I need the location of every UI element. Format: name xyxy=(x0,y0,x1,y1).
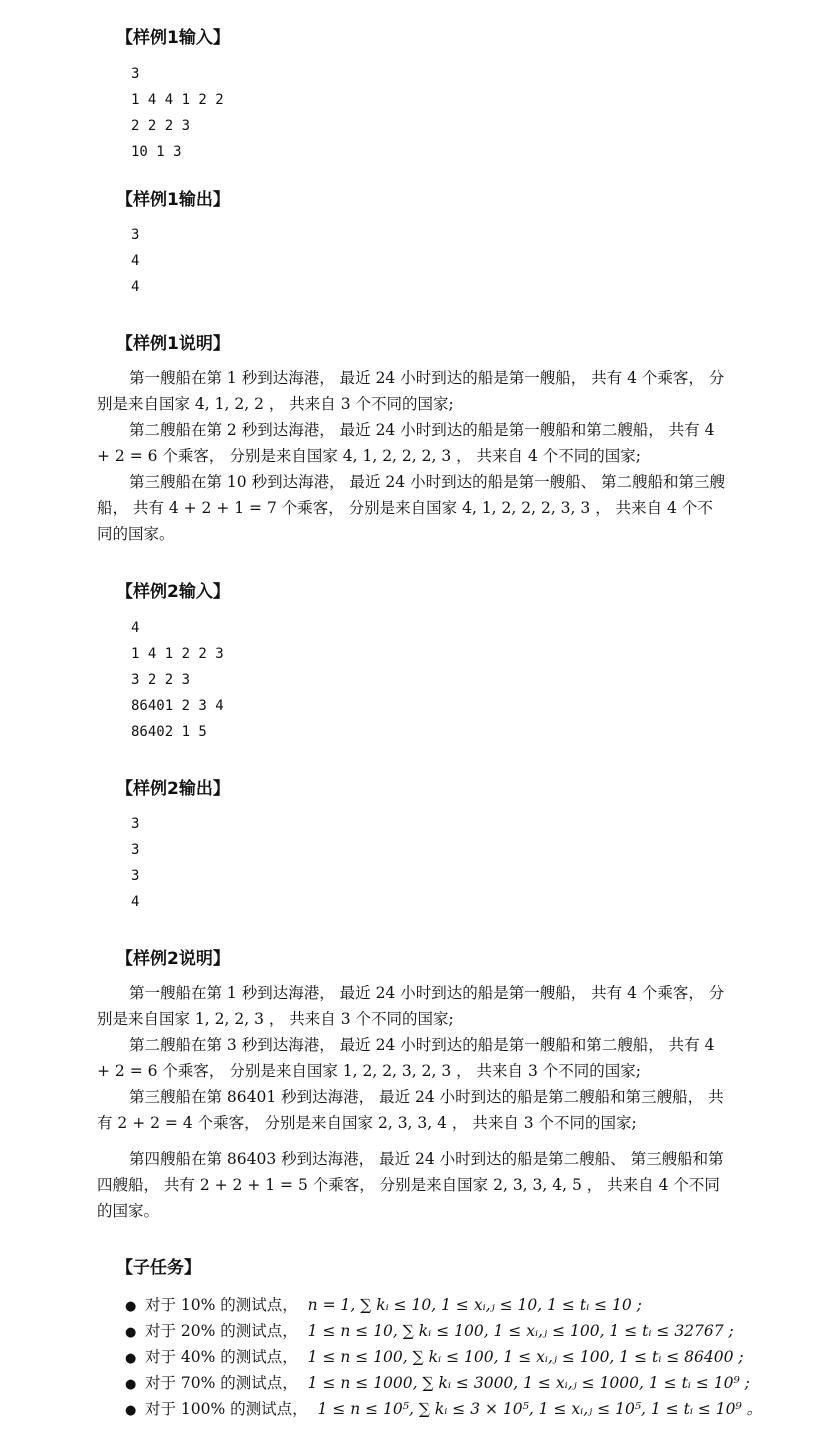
code-line: 4 xyxy=(131,894,140,910)
sample2-input-heading: 【样例2输入】 xyxy=(116,582,230,602)
sample1-explanation xyxy=(97,365,727,547)
code-line: 3 xyxy=(131,868,140,884)
sample2-explanation xyxy=(97,980,727,1136)
subtask-label: 对于 20% 的测试点， xyxy=(145,1322,298,1340)
explanation-paragraph: 第一艘船在第 1 秒到达海港， 最近 24 小时到达的船是第一艘船， 共有 4 个乘客， 分别是来自国家 1, 2, 2, 3 ， 共来自 3 个不同的国家; xyxy=(97,984,725,1028)
explanation-paragraph: 第二艘船在第 2 秒到达海港， 最近 24 小时到达的船是第一艘船和第二艘船， 共有 4 + 2 = 6 个乘客， 分别是来自国家 4, 1, 2, 2, 2, 3 ， 共来自 4 个不同的国家; xyxy=(97,421,715,465)
explanation-paragraph: 第四艘船在第 86403 秒到达海港， 最近 24 小时到达的船是第二艘船、 第三艘船和第四艘船， 共有 2 + 2 + 1 = 5 个乘客， 分别是来自国家 2, 3, 3, 4, 5 ， 共来自 4 个不同的国家。 xyxy=(97,1150,724,1220)
subtask-label: 对于 100% 的测试点， xyxy=(145,1400,308,1418)
subtask-item xyxy=(125,1398,762,1422)
sample2-explanation-last xyxy=(97,1146,727,1224)
code-line: 4 xyxy=(131,620,140,636)
subtask-label: 对于 40% 的测试点， xyxy=(145,1348,298,1366)
subtask-label: 对于 10% 的测试点， xyxy=(145,1296,298,1314)
subtask-constraint: n = 1, ∑ kᵢ ≤ 10, 1 ≤ xᵢ,ⱼ ≤ 10, 1 ≤ tᵢ ≤ 10 ; xyxy=(307,1296,642,1314)
bullet-icon: ● xyxy=(125,1403,137,1418)
code-line: 3 xyxy=(131,66,140,82)
bullet-icon: ● xyxy=(125,1299,137,1314)
sample1-input-heading: 【样例1输入】 xyxy=(116,28,230,48)
sample1-explain-heading: 【样例1说明】 xyxy=(116,334,230,354)
explanation-paragraph: 第一艘船在第 1 秒到达海港， 最近 24 小时到达的船是第一艘船， 共有 4 个乘客， 分别是来自国家 4, 1, 2, 2 ， 共来自 3 个不同的国家; xyxy=(97,369,725,413)
code-line: 1 4 4 1 2 2 xyxy=(131,92,224,108)
subtask-item xyxy=(125,1294,642,1318)
explanation-paragraph: 第三艘船在第 86401 秒到达海港， 最近 24 小时到达的船是第二艘船和第三艘船， 共有 2 + 2 = 4 个乘客， 分别是来自国家 2, 3, 3, 4 ， 共来自 3 个不同的国家; xyxy=(97,1088,724,1132)
subtasks-heading: 【子任务】 xyxy=(116,1258,201,1278)
subtask-item xyxy=(125,1372,750,1396)
code-line: 4 xyxy=(131,253,140,269)
subtask-constraint: 1 ≤ n ≤ 1000, ∑ kᵢ ≤ 3000, 1 ≤ xᵢ,ⱼ ≤ 1000, 1 ≤ tᵢ ≤ 10⁹ ; xyxy=(307,1374,750,1392)
subtask-label: 对于 70% 的测试点， xyxy=(145,1374,298,1392)
code-line: 86402 1 5 xyxy=(131,724,207,740)
code-line: 10 1 3 xyxy=(131,144,182,160)
bullet-icon: ● xyxy=(125,1351,137,1366)
explanation-paragraph: 第三艘船在第 10 秒到达海港， 最近 24 小时到达的船是第一艘船、 第二艘船和第三艘船， 共有 4 + 2 + 1 = 7 个乘客， 分别是来自国家 4, 1, 2, 2, 2, 3, 3 ， 共来自 4 个不同的国家。 xyxy=(97,473,726,543)
code-line: 1 4 1 2 2 3 xyxy=(131,646,224,662)
code-line: 3 2 2 3 xyxy=(131,672,191,688)
code-line: 3 xyxy=(131,842,140,858)
code-line: 86401 2 3 4 xyxy=(131,698,224,714)
subtask-constraint: 1 ≤ n ≤ 10⁵, ∑ kᵢ ≤ 3 × 10⁵, 1 ≤ xᵢ,ⱼ ≤ 10⁵, 1 ≤ tᵢ ≤ 10⁹ 。 xyxy=(317,1400,763,1418)
code-line: 3 xyxy=(131,816,140,832)
subtask-item xyxy=(125,1346,744,1370)
explanation-paragraph: 第二艘船在第 3 秒到达海港， 最近 24 小时到达的船是第一艘船和第二艘船， 共有 4 + 2 = 6 个乘客， 分别是来自国家 1, 2, 2, 3, 2, 3 ， 共来自 3 个不同的国家; xyxy=(97,1036,715,1080)
bullet-icon: ● xyxy=(125,1377,137,1392)
sample1-output-heading: 【样例1输出】 xyxy=(116,190,230,210)
subtask-item xyxy=(125,1320,734,1344)
code-line: 3 xyxy=(131,227,140,243)
bullet-icon: ● xyxy=(125,1325,137,1340)
code-line: 4 xyxy=(131,279,140,295)
sample2-explain-heading: 【样例2说明】 xyxy=(116,949,230,969)
subtask-constraint: 1 ≤ n ≤ 10, ∑ kᵢ ≤ 100, 1 ≤ xᵢ,ⱼ ≤ 100, 1 ≤ tᵢ ≤ 32767 ; xyxy=(307,1322,734,1340)
code-line: 2 2 2 3 xyxy=(131,118,191,134)
subtask-constraint: 1 ≤ n ≤ 100, ∑ kᵢ ≤ 100, 1 ≤ xᵢ,ⱼ ≤ 100, 1 ≤ tᵢ ≤ 86400 ; xyxy=(307,1348,744,1366)
sample2-output-heading: 【样例2输出】 xyxy=(116,779,230,799)
